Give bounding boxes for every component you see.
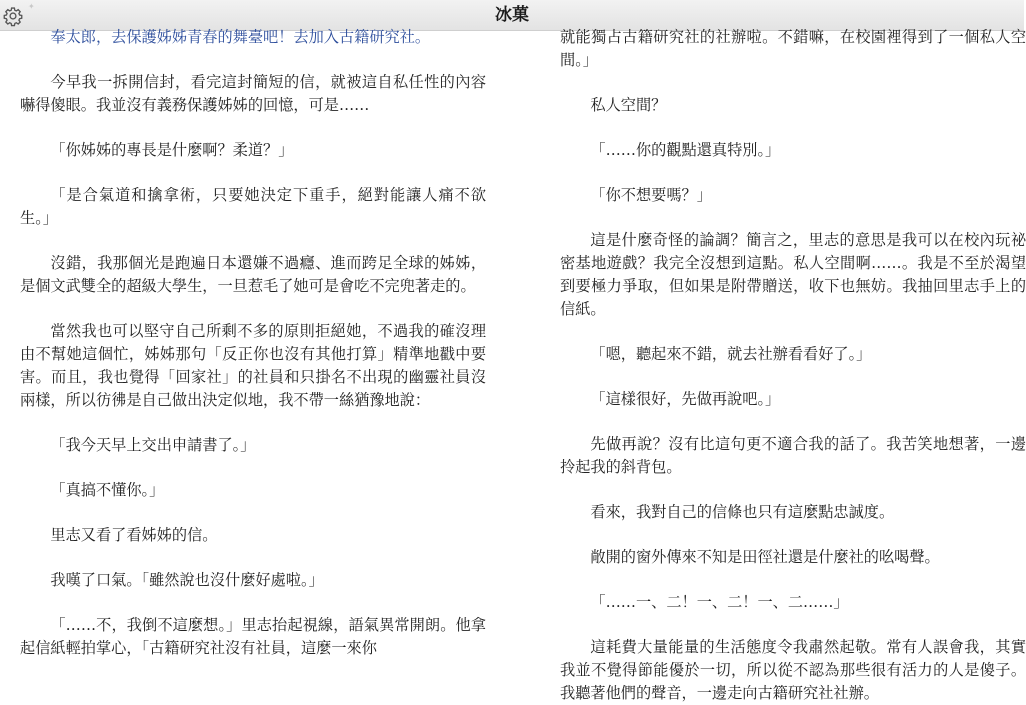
resize-grip-icon: ✦ [28,2,35,11]
paragraph: 沒錯，我那個光是跑遍日本還嫌不過癮、進而跨足全球的姊姊，是個文武雙全的超級大學生，一旦惹毛了她可是會吃不完兜著走的。 [20,254,486,295]
paragraph: 這是什麼奇怪的論調？簡言之，里志的意思是我可以在校內玩祕密基地遊戲？我完全沒想到這點。私人空間啊……。我是不至於渴望到要極力爭取，但如果是附帶贈送，收下也無妨。我抽回里志手上的信紙。 [560,231,1026,318]
paragraph: 先做再說？沒有比這句更不適合我的話了。我苦笑地想著，一邊拎起我的斜背包。 [560,435,1026,476]
paragraph: 這耗費大量能量的生活態度令我肅然起敬。常有人誤會我，其實我並不覺得節能優於一切，所以從不認為那些很有活力的人是傻子。我聽著他們的聲音，一邊走向古籍研究社社辦。 [560,638,1026,702]
paragraph: 「……你的觀點還真特別。」 [590,141,781,159]
window-title: 冰菓 [495,5,529,25]
paragraph: 「這樣很好，先做再說吧。」 [590,390,781,408]
paragraph: 「你不想要嗎？」 [590,186,712,204]
right-page [560,26,1026,702]
paragraph: 敞開的窗外傳來不知是田徑社還是什麼社的吆喝聲。 [590,548,940,566]
paragraph: 私人空間？ [590,96,667,114]
paragraph: 看來，我對自己的信條也只有這麼點忠誠度。 [590,503,895,521]
paragraph: 「真搞不懂你。」 [50,481,165,499]
paragraph: 「……不，我倒不這麼想。」里志抬起視線，語氣異常開朗。他拿起信紙輕拍掌心，「古籍研究社沒有社員，這麼一來你 [20,616,486,657]
paragraph: 「……一、二！一、二！一、二……」 [590,593,849,611]
paragraph: 奉太郎，去保護姊姊青春的舞臺吧！去加入古籍研究社。 [50,28,431,46]
paragraph: 「我今天早上交出申請書了。」 [50,436,256,454]
paragraph: 「是合氣道和擒拿術，只要她決定下重手，絕對能讓人痛不欲生。」 [20,186,486,227]
left-page [20,26,486,684]
paragraph: 今早我一拆開信封，看完這封簡短的信，就被這自私任性的內容嚇得傻眼。我並沒有義務保護姊姊的回憶，可是…… [20,73,486,114]
paragraph: 我嘆了口氣。「雖然說也沒什麼好處啦。」 [50,571,324,589]
paragraph: 「嗯，聽起來不錯，就去社辦看看好了。」 [590,345,872,363]
paragraph: 「你姊姊的專長是什麼啊？柔道？」 [50,141,294,159]
paragraph: 里志又看了看姊姊的信。 [50,526,218,544]
paragraph: 當然我也可以堅守自己所剩不多的原則拒絕她，不過我的確沒理由不幫她這個忙，姊姊那句「反正你也沒有其他打算」精準地戳中要害。而且，我也覺得「回家社」的社員和只掛名不出現的幽靈社員沒兩樣，所以彷彿是自己做出決定似地，我不帶一絲猶豫地說： [20,322,486,409]
paragraph: 就能獨占古籍研究社的社辦啦。不錯嘛，在校園裡得到了一個私人空間。」 [560,28,1026,69]
